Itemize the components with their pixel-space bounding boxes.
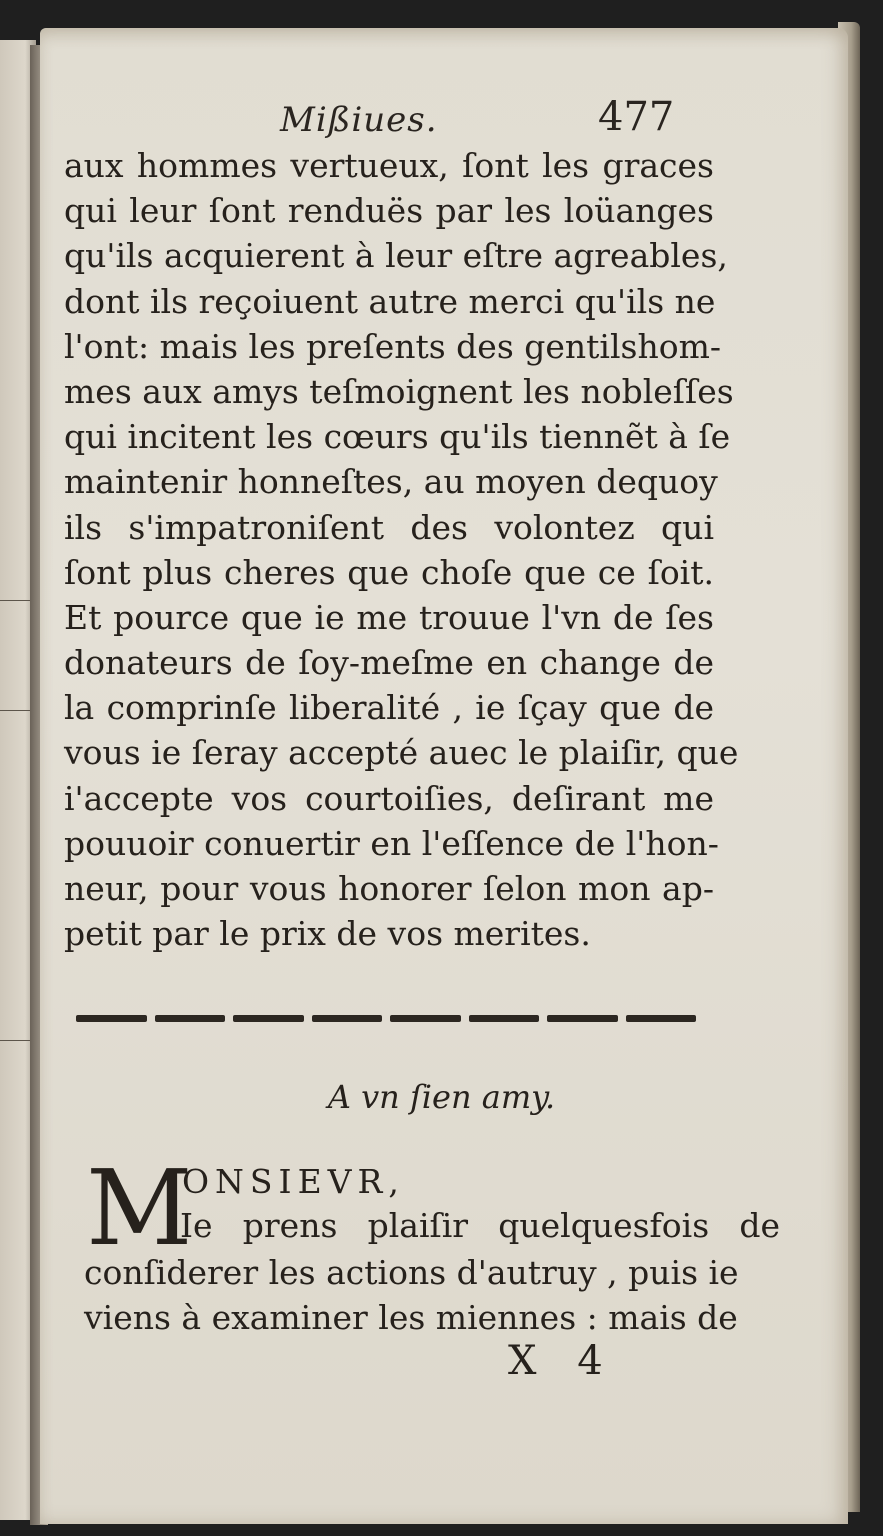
text-line: Et pource que ie me trouue l'vn de ſes bbox=[64, 597, 714, 637]
text-line: ſont plus cheres que choſe que ce ſoit. bbox=[64, 552, 714, 592]
rule-segment bbox=[76, 1015, 147, 1022]
text-line: neur, pour vous honorer ſelon mon ap- bbox=[64, 869, 714, 908]
facing-page-rule bbox=[0, 710, 34, 711]
running-head: Mißiues. bbox=[280, 100, 438, 140]
text-line: petit par le prix de vos merites. bbox=[64, 914, 591, 954]
text-line: qui leur ſont renduës par les loüanges bbox=[64, 191, 714, 231]
text-line: viens à examiner les miennes : mais de bbox=[84, 1298, 738, 1338]
text-line: l'ont: mais les preſents des gentilshom- bbox=[64, 326, 722, 366]
signature-mark: X 4 bbox=[508, 1338, 617, 1384]
text-line: Ie prens plaiſir quelquesfois de bbox=[180, 1206, 780, 1245]
text-line: qu'ils acquierent à leur eſtre agreables, bbox=[64, 236, 728, 276]
letter-title: A vn ſien amy. bbox=[327, 1078, 556, 1116]
salutation: ONSIEVR, bbox=[182, 1162, 405, 1201]
rule-segment bbox=[547, 1015, 618, 1022]
rule-segment bbox=[626, 1015, 697, 1022]
ornamental-rule bbox=[76, 1012, 696, 1024]
text-line: donateurs de ſoy-meſme en change de bbox=[64, 643, 714, 683]
text-line: i'accepte vos courtoiſies, deſirant me bbox=[64, 778, 714, 818]
letter-text bbox=[84, 1250, 739, 1340]
facing-page-rule bbox=[0, 1040, 34, 1041]
facing-page-rule bbox=[0, 600, 34, 601]
body-text bbox=[64, 143, 739, 956]
text-line: pouuoir conuertir en l'eſſence de l'hon- bbox=[64, 823, 719, 863]
page-number: 477 bbox=[598, 94, 675, 140]
text-line: vous ie ſeray accepté auec le plaiſir, que bbox=[64, 733, 739, 773]
text-line: conſiderer les actions d'autruy , puis ie bbox=[84, 1253, 739, 1292]
text-line: ils s'impatroniſent des volontez qui bbox=[64, 507, 714, 547]
rule-segment bbox=[312, 1015, 383, 1022]
text-line: la comprinſe liberalité , ie ſçay que de bbox=[64, 688, 714, 728]
rule-segment bbox=[233, 1015, 304, 1022]
salutation-block bbox=[80, 1147, 780, 1269]
text-line: qui incitent les cœurs qu'ils tiennẽt à ſe bbox=[64, 417, 731, 457]
drop-cap: M bbox=[86, 1147, 193, 1269]
text-line: dont ils reçoiuent autre merci qu'ils ne bbox=[64, 281, 716, 321]
rule-segment bbox=[155, 1015, 226, 1022]
rule-segment bbox=[469, 1015, 540, 1022]
text-line: mes aux amys teſmoignent les nobleſſes bbox=[64, 371, 734, 411]
text-line: aux hommes vertueux, ſont les graces bbox=[64, 146, 714, 185]
rule-segment bbox=[390, 1015, 461, 1022]
text-line: maintenir honneſtes, au moyen dequoy bbox=[64, 462, 718, 502]
